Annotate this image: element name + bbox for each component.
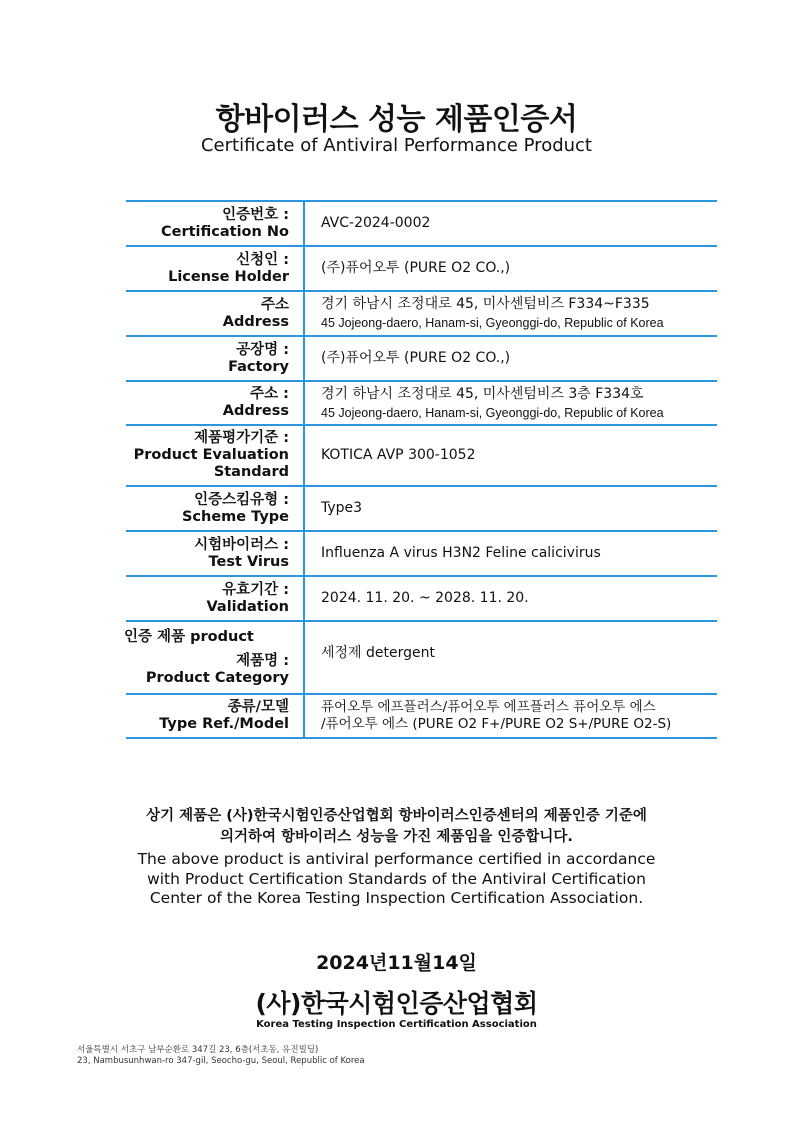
issue-date: 2024년11월14일 <box>316 952 477 974</box>
label-ko: 인증번호 : <box>222 206 289 223</box>
statement-ko-line: 상기 제품은 (사)한국시험인증산업협회 항바이러스인증센터의 제품인증 기준에 <box>146 808 647 824</box>
label-en: Factory <box>228 358 289 375</box>
value: KOTICA AVP 300-1052 <box>321 447 476 463</box>
row-address-factory <box>126 380 717 424</box>
value-line2: /퓨어오투 에스 (PURE O2 F+/PURE O2 S+/PURE O2-S) <box>321 716 672 732</box>
value: Type3 <box>321 500 363 516</box>
value-en: 45 Jojeong-daero, Hanam-si, Gyeonggi-do, Republic of Korea <box>321 405 664 420</box>
label-en: Product Category <box>145 669 289 686</box>
row-evaluation-standard <box>126 424 717 485</box>
label-en: Test Virus <box>208 553 289 570</box>
title-english: Certificate of Antiviral Performance Product <box>200 135 592 156</box>
label-ko: 시험바이러스 : <box>194 536 289 553</box>
value: 세정제 detergent <box>321 645 435 661</box>
value-ko: 경기 하남시 조정대로 45, 미사센텀비즈 3층 F334호 <box>321 385 644 402</box>
statement-korean <box>0 806 793 848</box>
label-en: Address <box>222 313 289 330</box>
value: Influenza A virus H3N2 Feline calicivirus <box>321 545 601 561</box>
value: (주)퓨어오투 (PURE O2 CO.,) <box>321 260 511 276</box>
organization-name-english: Korea Testing Inspection Certification Association <box>256 1019 537 1030</box>
row-test-virus <box>126 530 717 575</box>
row-product-category <box>126 620 717 693</box>
label-en: Type Ref./Model <box>159 716 289 732</box>
certificate-table <box>126 200 717 739</box>
label-en: Certification No <box>161 223 289 240</box>
label-ko: 주소 <box>260 296 289 313</box>
organization-name-korean: (사)한국시험인증산업협회 <box>255 989 538 1018</box>
row-scheme-type <box>126 485 717 530</box>
certified-product-heading: 인증 제품 product <box>124 629 254 645</box>
label-en: Scheme Type <box>181 508 289 525</box>
label-ko: 제품평가기준 : <box>194 430 289 446</box>
organization-address <box>77 1045 365 1067</box>
value: 2024. 11. 20. ~ 2028. 11. 20. <box>321 590 529 606</box>
label-ko: 유효기간 : <box>222 581 289 598</box>
value: (주)퓨어오투 (PURE O2 CO.,) <box>321 350 511 366</box>
value: AVC-2024-0002 <box>321 215 431 231</box>
value-line1: 퓨어오투 에프플러스/퓨어오투 에프플러스 퓨어오투 에스 <box>321 699 656 715</box>
row-factory <box>126 335 717 380</box>
label-ko: 제품명 : <box>236 652 289 669</box>
label-en: Validation <box>206 598 289 615</box>
row-address-holder <box>126 290 717 335</box>
label-en: Address <box>222 403 289 419</box>
label-en: License Holder <box>168 268 289 285</box>
statement-english <box>0 850 793 909</box>
address-english: 23, Nambusunhwan-ro 347-gil, Seocho-gu, Seoul, Republic of Korea <box>77 1056 365 1066</box>
label-ko: 종류/모델 <box>227 699 289 715</box>
row-validation <box>126 575 717 620</box>
statement-en-line: with Product Certification Standards of the Antiviral Certification <box>147 869 646 888</box>
title-korean: 항바이러스 성능 제품인증서 <box>215 102 578 137</box>
statement-en-line: Center of the Korea Testing Inspection Certification Association. <box>149 889 644 907</box>
row-type-model <box>126 693 717 739</box>
statement-ko-line: 의거하여 항바이러스 성능을 가진 제품임을 인증합니다. <box>220 829 573 845</box>
label-en-line1: Product Evaluation <box>133 447 289 463</box>
label-ko: 신청인 : <box>236 251 289 268</box>
value-en: 45 Jojeong-daero, Hanam-si, Gyeonggi-do, Republic of Korea <box>321 316 664 330</box>
row-certification-no <box>126 200 717 245</box>
statement-en-line: The above product is antiviral performance certified in accordance <box>137 850 656 868</box>
row-license-holder <box>126 245 717 290</box>
label-ko: 주소 : <box>250 386 289 402</box>
label-ko: 인증스킴유형 : <box>194 491 289 508</box>
value-ko: 경기 하남시 조정대로 45, 미사센텀비즈 F334~F335 <box>321 296 650 312</box>
label-en-line2: Standard <box>213 464 289 480</box>
label-ko: 공장명 : <box>236 341 289 358</box>
address-korean: 서울특별시 서초구 남부순환로 347길 23, 6층(서초동, 유진빌딩) <box>77 1045 319 1055</box>
